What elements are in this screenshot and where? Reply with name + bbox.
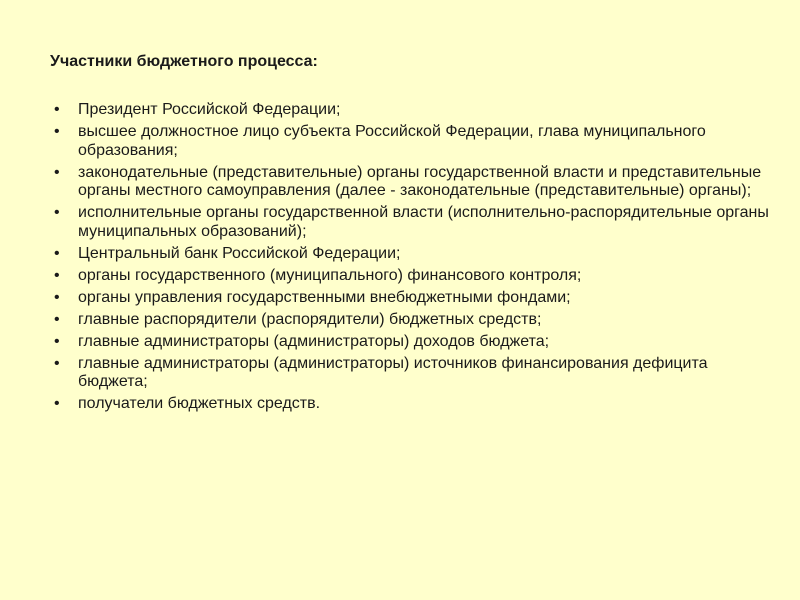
list-item <box>34 123 774 160</box>
list-item-text: исполнительные органы государственной власти (исполнительно-распорядительные органы муниципальных образований); <box>78 204 769 240</box>
bullet-icon: • <box>54 123 60 140</box>
list-item-text: главные администраторы (администраторы) доходов бюджета; <box>78 332 550 350</box>
list-item-text: законодательные (представительные) органы государственной власти и представительные органы местного самоуправления (далее - законодательные (представительные) органы); <box>78 163 762 199</box>
list-item-text: Президент Российской Федерации; <box>78 101 341 118</box>
list-item <box>34 289 774 308</box>
list-item <box>34 311 774 330</box>
bullet-icon: • <box>54 288 60 306</box>
bullet-icon: • <box>54 101 60 118</box>
bullet-icon: • <box>54 204 60 221</box>
list-item-text: Центральный банк Российской Федерации; <box>78 244 401 262</box>
list-item-text: получатели бюджетных средств. <box>78 395 321 412</box>
list-item <box>34 267 774 286</box>
list-item <box>34 245 774 264</box>
list-item <box>34 101 774 120</box>
list-item-text: органы государственного (муниципального) финансового контроля; <box>78 266 582 284</box>
list-item <box>34 164 774 201</box>
list-item <box>34 355 774 392</box>
list-item <box>34 333 774 352</box>
bullet-icon: • <box>54 266 60 284</box>
bullet-icon: • <box>54 244 60 262</box>
list-item-text: органы управления государственными внебюджетными фондами; <box>78 288 571 306</box>
bullet-icon: • <box>54 332 60 350</box>
bullet-icon: • <box>54 310 60 328</box>
list-item <box>34 204 774 241</box>
participants-list <box>34 101 774 417</box>
list-item-text: высшее должностное лицо субъекта Российской Федерации, глава муниципального образования; <box>78 123 706 159</box>
bullet-icon: • <box>54 395 60 412</box>
list-item-text: главные администраторы (администраторы) источников финансирования дефицита бюджета; <box>78 354 708 390</box>
bullet-icon: • <box>54 163 60 181</box>
list-item-text: главные распорядители (распорядители) бюджетных средств; <box>78 310 542 328</box>
bullet-icon: • <box>54 354 60 372</box>
list-item <box>34 395 774 414</box>
slide-title: Участники бюджетного процесса: <box>50 53 318 70</box>
